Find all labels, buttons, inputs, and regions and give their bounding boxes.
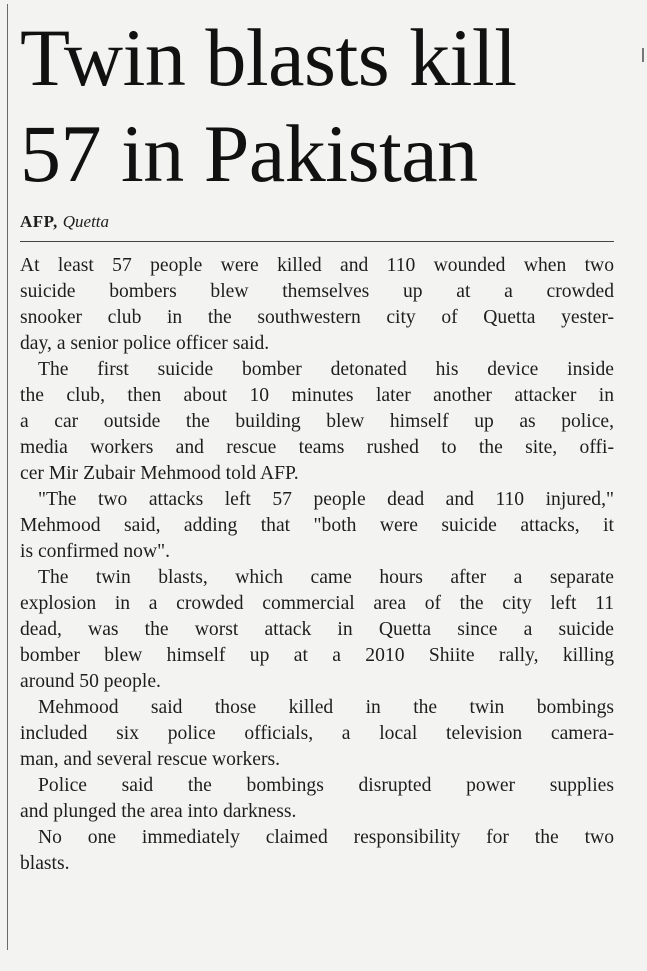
text-line: snooker club in the southwestern city of Quetta yester- — [20, 307, 614, 328]
text-line: included six police officials, a local television camera- — [20, 723, 614, 744]
text-line: suicide bombers blew themselves up at a crowded — [20, 281, 614, 302]
text-line: day, a senior police officer said. — [20, 333, 270, 354]
text-line: No one immediately claimed responsibility for the two — [38, 827, 614, 848]
article-body — [20, 253, 614, 877]
paragraph-7 — [20, 825, 614, 877]
news-clipping — [20, 0, 622, 877]
byline-agency: AFP, — [20, 212, 58, 231]
paragraph-6 — [20, 773, 614, 825]
paragraph-2 — [20, 357, 614, 487]
text-line: Police said the bombings disrupted power supplies — [38, 775, 614, 796]
text-line: Mehmood said those killed in the twin bombings — [38, 697, 614, 718]
paragraph-5 — [20, 695, 614, 773]
text-line: media workers and rescue teams rushed to the site, offi- — [20, 437, 614, 458]
text-line: explosion in a crowded commercial area of the city left 11 — [20, 593, 614, 614]
text-line: a car outside the building blew himself up as police, — [20, 411, 614, 432]
paragraph-4 — [20, 565, 614, 695]
headline-line: 57 in Pakistan — [20, 108, 478, 199]
column-rule — [7, 4, 8, 950]
headline-line: Twin blasts kill — [20, 12, 517, 103]
text-line: blasts. — [20, 853, 70, 874]
text-line: At least 57 people were killed and 110 wounded when two — [20, 255, 614, 276]
text-line: is confirmed now". — [20, 541, 171, 562]
text-line: and plunged the area into darkness. — [20, 801, 297, 822]
text-line: man, and several rescue workers. — [20, 749, 281, 770]
text-line: the club, then about 10 minutes later another attacker in — [20, 385, 614, 406]
text-line: Mehmood said, adding that "both were suicide attacks, it — [20, 515, 614, 536]
headline — [20, 0, 622, 202]
byline-divider — [20, 241, 614, 242]
page-edge-mark — [642, 48, 644, 62]
paragraph-3 — [20, 487, 614, 565]
paragraph-1 — [20, 253, 614, 357]
byline — [20, 210, 622, 234]
text-line: The first suicide bomber detonated his device inside — [38, 359, 614, 380]
byline-place: Quetta — [62, 212, 110, 231]
text-line: bomber blew himself up at a 2010 Shiite rally, killing — [20, 645, 614, 666]
text-line: around 50 people. — [20, 671, 161, 692]
text-line: The twin blasts, which came hours after a separate — [38, 567, 614, 588]
text-line: cer Mir Zubair Mehmood told AFP. — [20, 463, 299, 484]
text-line: "The two attacks left 57 people dead and 110 injured," — [38, 489, 614, 510]
text-line: dead, was the worst attack in Quetta since a suicide — [20, 619, 614, 640]
